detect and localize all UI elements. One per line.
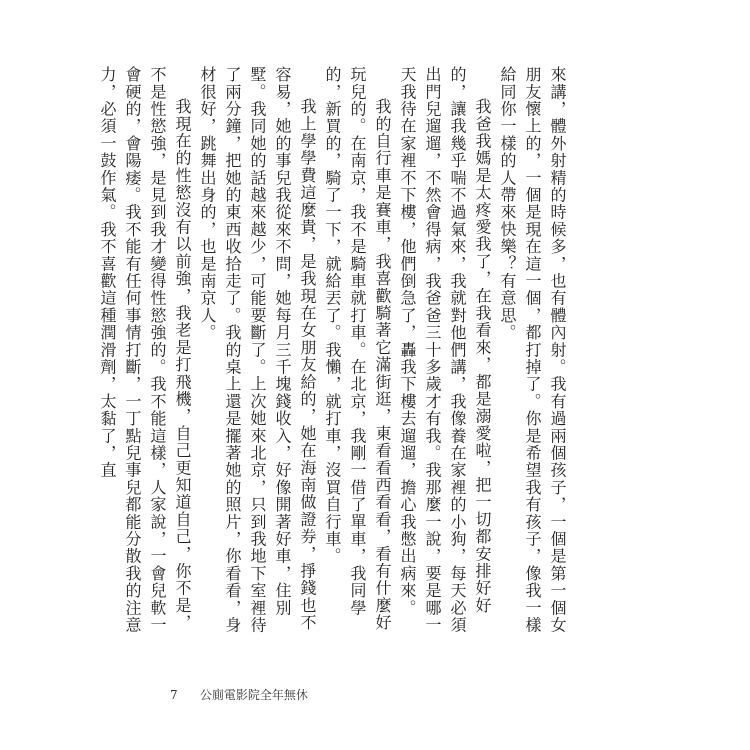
page-footer — [170, 686, 308, 703]
book-title: 公廁電影院全年無休 — [199, 688, 308, 702]
paragraph-5: 我現在的性慾沒有以前強，我老是打飛機，自己更知道自己，你不是，不是性慾強，是見到我才變得性慾強的。我不能這樣，人家說，一會兒軟一會硬的，會陽痿。我不能有任何事情打斷，一丁點兒事兒都能分散我的注意力，必須一鼓作氣。我不喜歡這種潤滑劑，太黏了，直 — [98, 66, 192, 634]
paragraph-1: 來講，體外射精的時候多，也有體內射。我有過兩個孩子，一個是第一個女朋友懷上的，一個是現在這一個，都打掉了。你是希望我有孩子，像我一樣給同你一樣的人帶來快樂？有意思。 — [498, 66, 567, 634]
page-number: 7 — [170, 688, 178, 702]
paragraph-2: 我爸我媽是太疼愛我了，在我看來，都是溺愛啦，把一切都安排好好的，讓我幾乎喘不過氣來，我就對他們講，我像養在家裡的小狗，每天必須出門兒遛遛，不然會得病，我爸爸三十多歲才有我。我那麼一說，要是哪一天我待在家裡不下樓，他們倒急了，轟我下樓去遛遛，擔心我憋出病來。 — [398, 66, 492, 634]
paragraph-3: 我的自行車是賽車，我喜歡騎著它滿街逛，東看看西看看，看有什麼好玩兒的。在南京，我不是騎車就打車。在北京，我剛一借了單車，我同學的，新買的，騎了一下，就給丟了。我懶，就打車，沒買自行車。 — [323, 66, 392, 632]
body-text — [98, 66, 570, 646]
paragraph-4: 我上學學費這麼貴，是我現在女朋友給的，她在海南做證券，掙錢也不容易，她的事兒我從來不問，她每月三千塊錢收入，好像開著好車，住別墅。我同她的話越來越少，可能要斷了。上次她來北京，只到我地下室裡待了兩分鐘，把她的東西收拾走了。我的桌上還是擺著她的照片，你看看，身材很好，跳舞出身的，也是南京人。 — [198, 66, 317, 634]
